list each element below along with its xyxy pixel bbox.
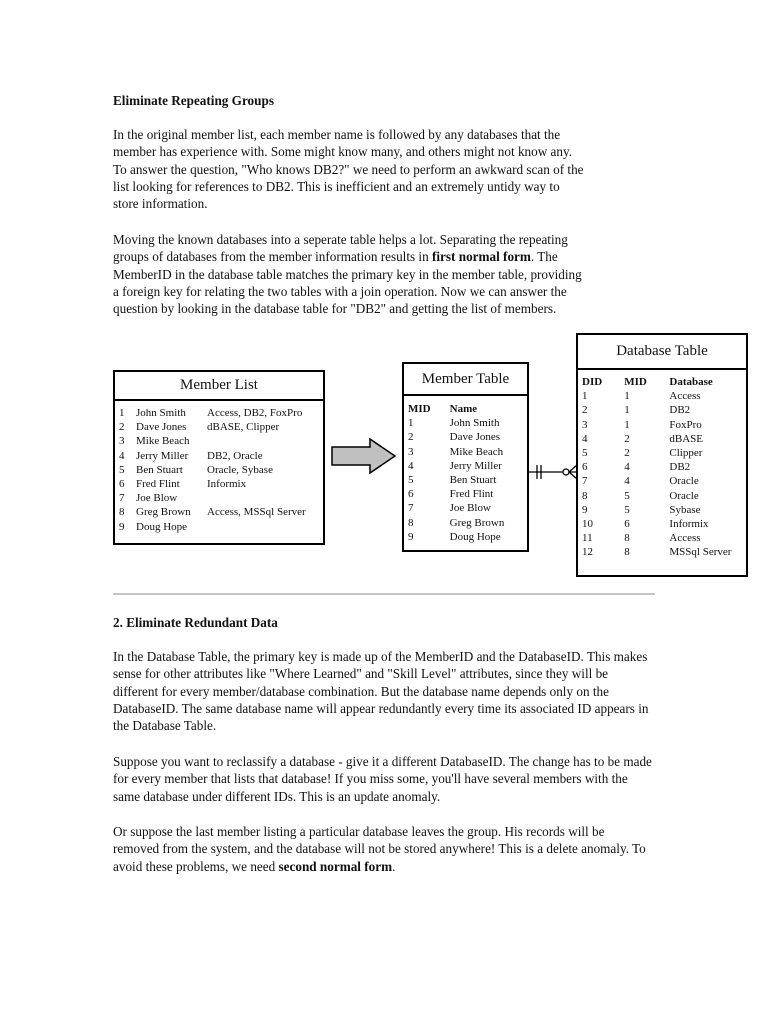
table-cell: 4 [624,475,630,488]
member-table-row [408,487,527,501]
table-cell: Access [669,532,701,545]
database-table-row [582,418,746,432]
table-cell: 8 [624,546,630,559]
table-cell: Oracle [669,489,699,502]
table-cell: 9 [408,530,414,543]
table-cell: 5 [624,489,630,502]
database-table-row [582,517,746,531]
right-arrow-icon [331,438,397,474]
table-cell: Doug Hope [449,530,501,543]
table-cell: 2 [119,421,125,434]
table-cell: Fred Flint [136,478,180,491]
table-cell: DB2 [669,404,691,417]
member-list-row [119,463,323,477]
table-cell: Sybase [669,503,701,516]
table-cell [207,491,322,505]
table-cell: Ben Stuart [136,463,183,476]
section1-heading: Eliminate Repeating Groups [113,93,274,108]
database-table-row-header [582,375,746,389]
member-table-row [408,445,527,459]
table-cell: 1 [582,390,588,403]
table-cell: dBASE, Clipper [207,421,280,434]
table-cell: Access, DB2, FoxPro [207,407,303,419]
table-cell: 4 [119,449,125,462]
table-cell: 8 [119,506,125,519]
table-cell: John Smith [449,417,500,430]
database-table-rows [578,370,746,560]
section-divider [113,593,655,595]
relationship-connector [529,462,579,482]
table-cell: 2 [582,404,588,417]
member-table-row [408,516,527,530]
member-list-title: Member List [115,372,323,401]
section2-paragraph-3: Or suppose the last member listing a particular database leaves the group. His records will be removed from the system, and the database will not be stored anywhere! This is a delete anomaly. To avoid these problems, we need second normal form. [113,824,646,874]
member-list-row [119,449,323,463]
table-cell: DB2 [669,461,691,474]
member-table-box [402,362,529,552]
table-cell: Access, MSSql Server [207,506,306,519]
table-cell: Informix [207,478,247,491]
database-table-box [576,333,748,577]
table-cell: 6 [582,461,588,474]
table-cell: 8 [624,532,630,545]
table-cell: dBASE [669,432,704,445]
table-cell: 8 [408,516,414,529]
section2-paragraph-2: Suppose you want to reclassify a database - give it a different DatabaseID. The change has to be made for every member that lists that database! If you miss some, you'll have several members with the same database under different IDs. This is an update anomaly. [113,754,652,804]
table-cell: Joe Blow [449,502,491,515]
table-cell: 1 [119,407,125,419]
member-table-title: Member Table [404,364,527,396]
section1-paragraph-2: Moving the known databases into a seperate table helps a lot. Separating the repeating groups of databases from the member information results in first normal form. The MemberID in the database table matches the primary key in the member table, providing a foreign key for relating the two tables with a join operation. Now we can answer the question by looking in the database table for "DB2" and getting the list of members. [113,232,582,317]
table-cell: MSSql Server [669,546,732,559]
table-cell: Mike Beach [449,445,504,458]
table-cell: 4 [624,461,630,474]
member-table-row [408,430,527,444]
table-cell: Greg Brown [449,516,505,529]
database-table-row [582,432,746,446]
member-table-rows [404,396,527,544]
table-cell [207,434,322,448]
database-table-row [582,545,746,559]
database-table-row [582,489,746,503]
table-cell: 6 [119,478,125,491]
database-table-row [582,503,746,517]
table-cell: Joe Blow [136,492,178,505]
member-table-row [408,501,527,515]
table-cell: 5 [624,503,630,516]
database-table-row [582,460,746,474]
table-cell: 1 [408,417,414,430]
table-cell [207,520,322,534]
member-list-row [119,406,323,420]
table-cell: 3 [582,418,588,431]
table-cell: 7 [582,475,588,488]
member-table-row [408,473,527,487]
database-table-row [582,403,746,417]
table-cell: FoxPro [669,418,702,431]
table-cell: 5 [408,474,414,487]
member-table-row [408,530,527,544]
table-cell: 11 [582,532,593,545]
table-cell: 1 [624,390,630,403]
member-table-row [408,459,527,473]
database-table-row [582,446,746,460]
table-cell: 6 [408,488,414,501]
section1-paragraph-1: In the original member list, each member name is followed by any databases that the member has experience with. Some might know many, and others might not know any. To answer the question, "Who knows DB2?" we need to perform an awkward scan of the list looking for references to DB2. This is inefficient and an extremely untidy way to store information. [113,127,584,212]
table-cell: Fred Flint [449,488,494,501]
table-cell: 4 [408,459,414,472]
member-list-row [119,491,323,505]
database-table-title: Database Table [578,335,746,370]
table-cell: 5 [582,447,588,460]
table-cell: 10 [582,518,593,531]
table-cell: DB2, Oracle [207,449,263,462]
table-cell: 3 [408,445,414,458]
database-table-row [582,389,746,403]
table-cell: Oracle, Sybase [207,463,273,476]
column-header: Database [669,376,713,388]
member-list-row [119,505,323,519]
first-normal-form-term: first normal form [432,249,531,265]
member-list-box [113,370,325,545]
table-cell: 5 [119,463,125,476]
table-cell: Mike Beach [136,435,190,448]
member-list-row [119,420,323,434]
table-cell: Access [669,390,701,403]
column-header: MID [408,403,431,415]
table-cell: Ben Stuart [449,474,497,487]
member-list-row [119,434,323,448]
table-cell: 6 [624,518,630,531]
member-list-rows [115,401,323,534]
column-header: MID [624,376,647,388]
table-cell: 9 [582,503,588,516]
table-cell: Greg Brown [136,506,191,519]
table-cell: 9 [119,520,125,533]
table-cell: 7 [119,492,125,505]
member-table-row [408,416,527,430]
table-cell: 2 [408,431,414,444]
table-cell: 7 [408,502,414,515]
table-cell: 2 [624,447,630,460]
section2-heading: 2. Eliminate Redundant Data [113,615,278,630]
table-cell: 2 [624,432,630,445]
section2-paragraph-1: In the Database Table, the primary key is made up of the MemberID and the DatabaseID. This makes sense for other attributes like "Where Learned" and "Skill Level" attributes, since they will be different for every member/database combination. But the database name depends only on the DatabaseID. The same database name will appear redundantly every time its associated ID appears in the Database Table. [113,649,649,734]
table-cell: 1 [624,418,630,431]
table-cell: John Smith [136,407,186,419]
member-list-row [119,520,323,534]
table-cell: Dave Jones [136,421,187,434]
member-table-row-header [408,402,527,416]
column-header: Name [449,403,478,415]
table-cell: 1 [624,404,630,417]
table-cell: Dave Jones [449,431,501,444]
second-normal-form-term: second normal form [278,858,393,874]
table-cell: Doug Hope [136,520,188,533]
table-cell: Jerry Miller [136,449,189,462]
table-cell: 8 [582,489,588,502]
table-cell: Clipper [669,447,703,460]
table-cell: 4 [582,432,588,445]
table-cell: 3 [119,435,125,448]
database-table-row [582,474,746,488]
database-table-row [582,531,746,545]
table-cell: Informix [669,518,709,531]
column-header: DID [582,376,603,388]
table-cell: Jerry Miller [449,459,502,472]
table-cell: Oracle [669,475,699,488]
member-list-row [119,477,323,491]
table-cell: 12 [582,546,593,559]
